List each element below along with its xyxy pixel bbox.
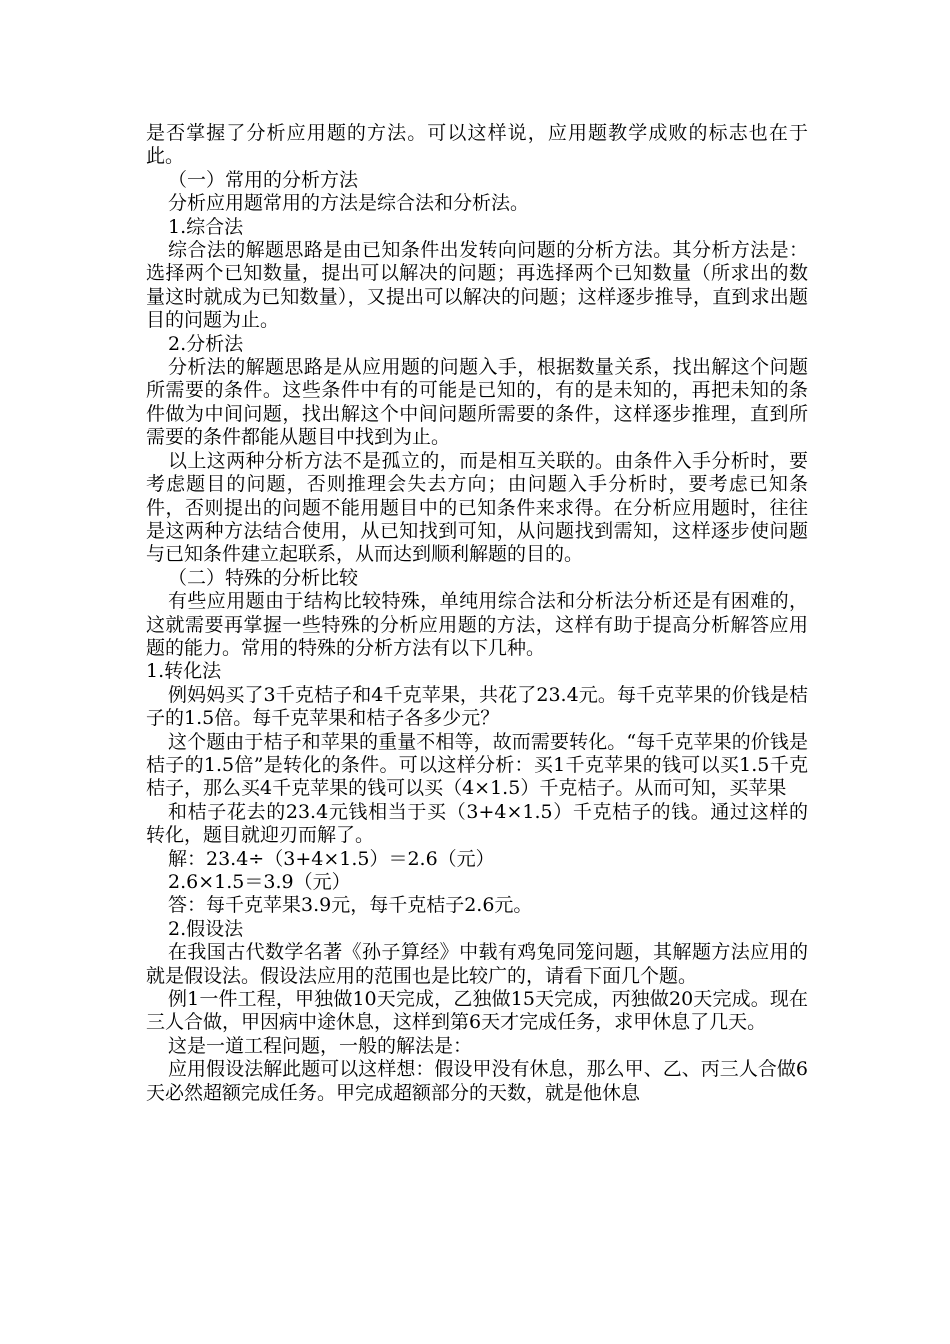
paragraph-1: 是否掌握了分析应用题的方法。可以这样说，应用题教学成败的标志也在于此。 xyxy=(146,122,808,168)
section-heading-special-methods: （二）特殊的分析比较 xyxy=(168,566,359,589)
example-problem-work: 例1一件工程，甲独做10天完成，乙独做15天完成，丙独做20天完成。现在三人合做，甲因病中途休息，这样到第6天才完成任务，求甲休息了几天。 xyxy=(146,988,808,1034)
example-problem-fruit: 例妈妈买了3千克桔子和4千克苹果，共花了23.4元。每千克苹果的价钱是桔子的1.5倍。每千克苹果和桔子各多少元？ xyxy=(146,683,808,730)
paragraph-6: 有些应用题由于结构比较特殊，单纯用综合法和分析法分析还是有困难的，这就需要再掌握一些特殊的分析应用题的方法，这样有助于提高分析解答应用题的能力。常用的特殊的分析方法有以下几种。 xyxy=(146,590,808,659)
subheading-analysis-method: 2.分析法 xyxy=(168,332,244,355)
paragraph-10: 这是一道工程问题，一般的解法是： xyxy=(168,1034,473,1057)
answer-line: 答：每千克苹果3.9元，每千克桔子2.6元。 xyxy=(168,894,533,917)
subheading-assumption-method: 2.假设法 xyxy=(168,917,244,940)
paragraph-3: 综合法的解题思路是由已知条件出发转向问题的分析方法。其分析方法是：选择两个已知数量，提出可以解决的问题；再选择两个已知数量（所求出的数量这时就成为已知数量），又提出可以解决的问题；这样逐步推导，直到求出题目的问题为止。 xyxy=(146,239,808,332)
subheading-transformation-method: 1.转化法 xyxy=(146,660,222,683)
paragraph-2: 分析应用题常用的方法是综合法和分析法。 xyxy=(168,192,530,215)
paragraph-8: 和桔子花去的23.4元钱相当于买（3+4×1.5）千克桔子的钱。通过这样的转化，题目就迎刃而解了。 xyxy=(146,800,808,847)
section-heading-common-methods: （一）常用的分析方法 xyxy=(168,168,359,191)
document-page xyxy=(146,122,808,1105)
subheading-synthesis-method: 1.综合法 xyxy=(168,215,244,238)
paragraph-9: 在我国古代数学名著《孙子算经》中载有鸡兔同笼问题，其解题方法应用的就是假设法。假设法应用的范围也是比较广的，请看下面几个题。 xyxy=(146,941,808,987)
paragraph-11: 应用假设法解此题可以这样想：假设甲没有休息，那么甲、乙、丙三人合做6天必然超额完成任务。甲完成超额部分的天数，就是他休息 xyxy=(146,1058,808,1104)
paragraph-7: 这个题由于桔子和苹果的重量不相等，故而需要转化。“每千克苹果的价钱是桔子的1.5倍”是转化的条件。可以这样分析：买1千克苹果的钱可以买1.5千克桔子，那么买4千克苹果的钱可以买（4×1.5）千克桔子。从而可知，买苹果 xyxy=(146,730,808,800)
solution-line-2: 2.6×1.5＝3.9（元） xyxy=(168,871,351,893)
paragraph-4: 分析法的解题思路是从应用题的问题入手，根据数量关系，找出解这个问题所需要的条件。这些条件中有的可能是已知的，有的是未知的，再把未知的条件做为中间问题，找出解这个中间问题所需要的条件，这样逐步推理，直到所需要的条件都能从题目中找到为止。 xyxy=(146,356,808,449)
solution-line-1: 解：23.4÷（3+4×1.5）＝2.6（元） xyxy=(168,847,495,870)
paragraph-5: 以上这两种分析方法不是孤立的，而是相互关联的。由条件入手分析时，要考虑题目的问题，否则推理会失去方向；由问题入手分析时，要考虑已知条件，否则提出的问题不能用题目中的已知条件来求得。在分析应用题时，往往是这两种方法结合使用，从已知找到可知，从问题找到需知，这样逐步使问题与已知条件建立起联系，从而达到顺利解题的目的。 xyxy=(146,449,808,566)
